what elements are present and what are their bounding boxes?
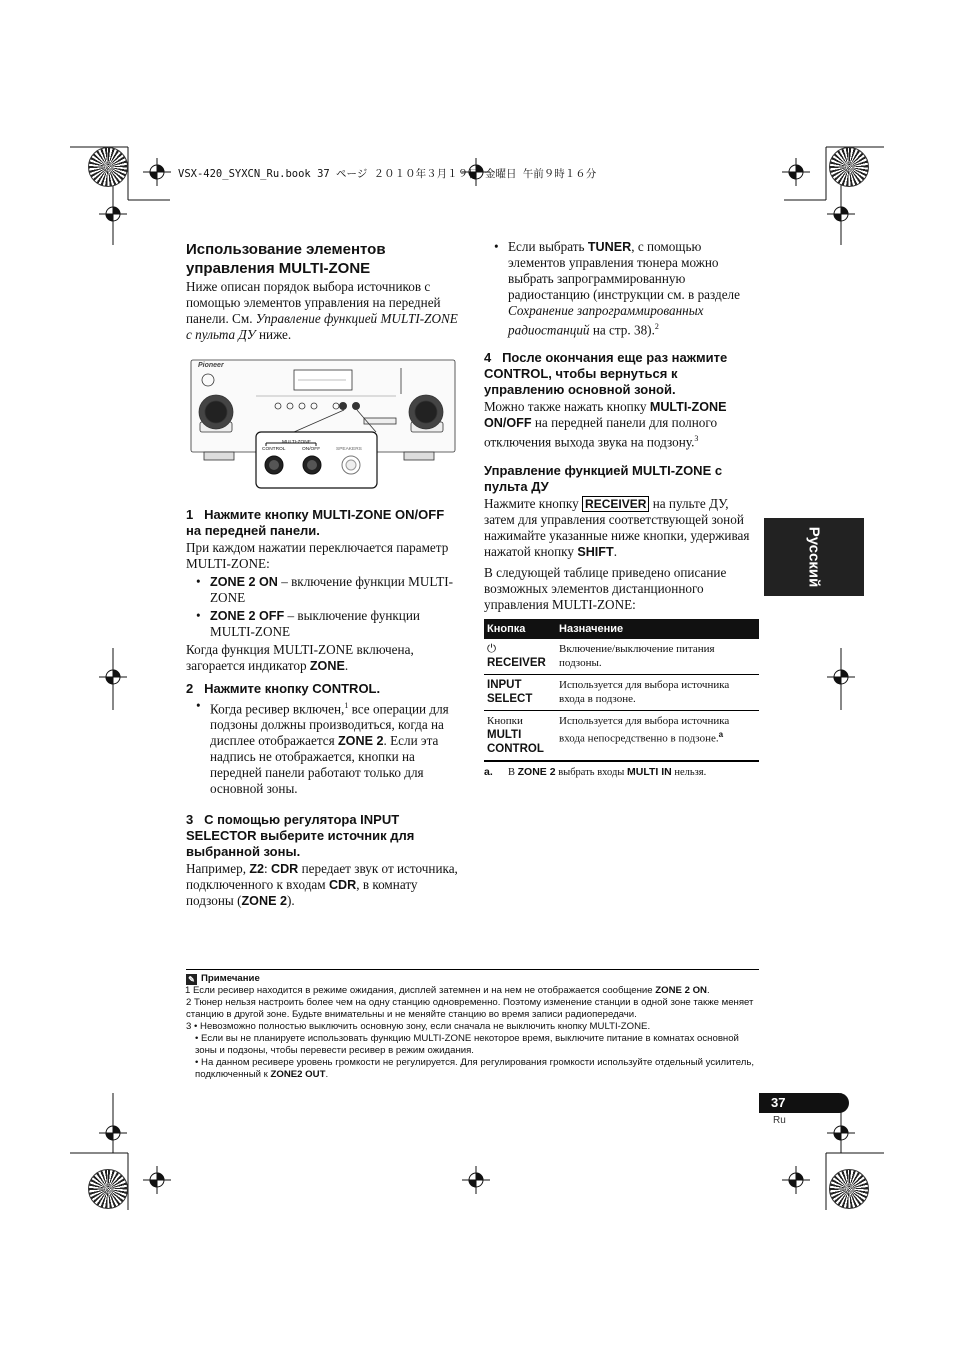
note-icon: ✎ [186,974,197,985]
remote-section [484,463,759,613]
registration-ball-bottom-right [829,1169,869,1209]
registration-ball-top-left [88,147,128,187]
step-3-heading: 3 С помощью регулятора INPUT SELECTOR выберите источник для выбранной зоны. [186,812,415,860]
registration-ball-bottom-left [88,1169,128,1209]
remote-section-title: Управление функцией MULTI-ZONE с пульта ДУ [484,462,723,494]
label-on-off: ON/OFF [302,447,321,452]
side-tab-label: Русский [805,526,823,588]
note-3a: 3 • Невозможно полностью выключить основную зону, если сначала не выключить кнопку MULTI-ZONE. [186,1021,651,1032]
tuner-bullet: • Если выбрать TUNER, с помощью элементов управления тюнера можно выбрать запрограммированную радиостанцию (инструкции см. в разделе Сохранение запрограммированных радиостанций на стр. 38).$^2$ [484,239,759,338]
step-3-text: Например, Z2: CDR передает звук от источника, подключенного к входам CDR, в комнату подзоны (ZONE 2). [186,861,458,909]
notes-section [186,969,759,1081]
note-3b: • Если вы не планируете использовать функцию MULTI-ZONE некоторое время, выключите питание в комнатах основной зоны и подзоны, чтобы перевести ресивер в режим ожидания. [195,1033,739,1056]
table-header-purpose: Назначение [559,622,624,635]
step-4 [484,350,759,450]
label-control: CONTROL [262,447,286,452]
label-speakers: SPEAKERS [336,447,362,452]
table-footnote: a. В ZONE 2 выбрать входы MULTI IN нельзя. [484,765,707,778]
section-title: Использование элементов управления MULTI-ZONE [186,241,386,277]
remote-section-para1: Нажмите кнопку RECEIVER на пульте ДУ, затем для управления соответствующей зоной нажимайте указанные ниже кнопки, удерживая нажатой кнопку SHIFT. [484,495,750,559]
registration-ball-top-right [829,147,869,187]
note-3c: • На данном ресивере уровень громкости не регулируется. Для регулирования громкости используйте отдельный усилитель, подключенный к ZONE2 OUT. [195,1057,754,1080]
step-4-heading: 4 После окончания еще раз нажмите CONTROL, чтобы вернуться к управлению основной зоной. [484,350,728,398]
step-4-text: Можно также нажать кнопку MULTI-ZONE ON/OFF на передней панели для полного отключения выхода звука на подзону.$^3$ [484,399,727,450]
receiver-key-label: RECEIVER [582,496,649,512]
page-number: 37 [759,1093,849,1113]
left-column [186,240,461,909]
step-1 [186,507,461,674]
note-1: 1 Если ресивер находится в режиме ожидания, дисплей затемнен и на нем не отображается сообщение ZONE 2 ON. [185,985,710,996]
cross-reference: Управление функцией MULTI-ZONE с пульта ДУ [186,311,458,342]
bullet-zone2-off: • ZONE 2 OFF – выключение функции MULTI-ZONE [186,608,461,640]
notes-title: Примечание [201,973,260,984]
table-row: ⏻ RECEIVER Включение/выключение питания подзоны. [484,639,759,675]
table-header-row [484,619,759,639]
table-row: Кнопки MULTI CONTROL Используется для выбора источника входа непосредственно в подзоне.$^a$ [487,714,730,755]
table-row: INPUT SELECT Используется для выбора источника входа в подзоне. [484,674,759,710]
power-icon: ⏻ [487,642,497,655]
step-3 [186,812,461,909]
step-1-heading: 1 Нажмите кнопку MULTI-ZONE ON/OFF на передней панели. [186,507,445,538]
right-column [484,239,759,778]
table-header-button: Кнопка [487,622,526,635]
brand-logo: Pioneer [198,362,224,369]
receiver-illustration [186,356,461,496]
remote-section-para2: В следующей таблице приведено описание возможных элементов дистанционного управления MULTI-ZONE: [484,564,727,612]
step-1-after: Когда функция MULTI-ZONE включена, загорается индикатор ZONE. [186,642,414,673]
step-2-bullet: • Когда ресивер включен,$^1$ все операции для подзоны должны производиться, когда на дисплее отображается ZONE 2. Если эта надпись не отображается, кнопки на передней панели работают только для основной зоны. [186,698,461,797]
step-2 [186,681,461,797]
section-intro: Ниже описан порядок выбора источников с помощью элементов управления на передней панели. См. Управление функцией MULTI-ZONE с пульта ДУ ниже. [186,279,458,342]
remote-functions-table [484,619,759,762]
language-side-tab [764,518,864,596]
note-2: 2 Тюнер нельзя настроить более чем на одну станцию одновременно. Поэтому изменение станции в одной зоне также меняет станцию в другой зоне. Будьте внимательны и не меняйте станцию во время записи радиопередачи. [186,997,754,1020]
bullet-zone2-on: • ZONE 2 ON – включение функции MULTI-ZONE [186,574,461,606]
step-2-heading: 2 Нажмите кнопку CONTROL. [186,681,381,696]
receiver-front-panel-figure [186,356,461,496]
page-language: Ru [773,1115,786,1126]
print-header-line: VSX-420_SYXCN_Ru.book 37 ページ ２０１０年３月１９日 金曜日 午前９時１６分 [178,168,597,180]
step-1-text: При каждом нажатии переключается параметр MULTI-ZONE: [186,540,449,571]
label-multi-zone: MULTI-ZONE [282,440,311,445]
